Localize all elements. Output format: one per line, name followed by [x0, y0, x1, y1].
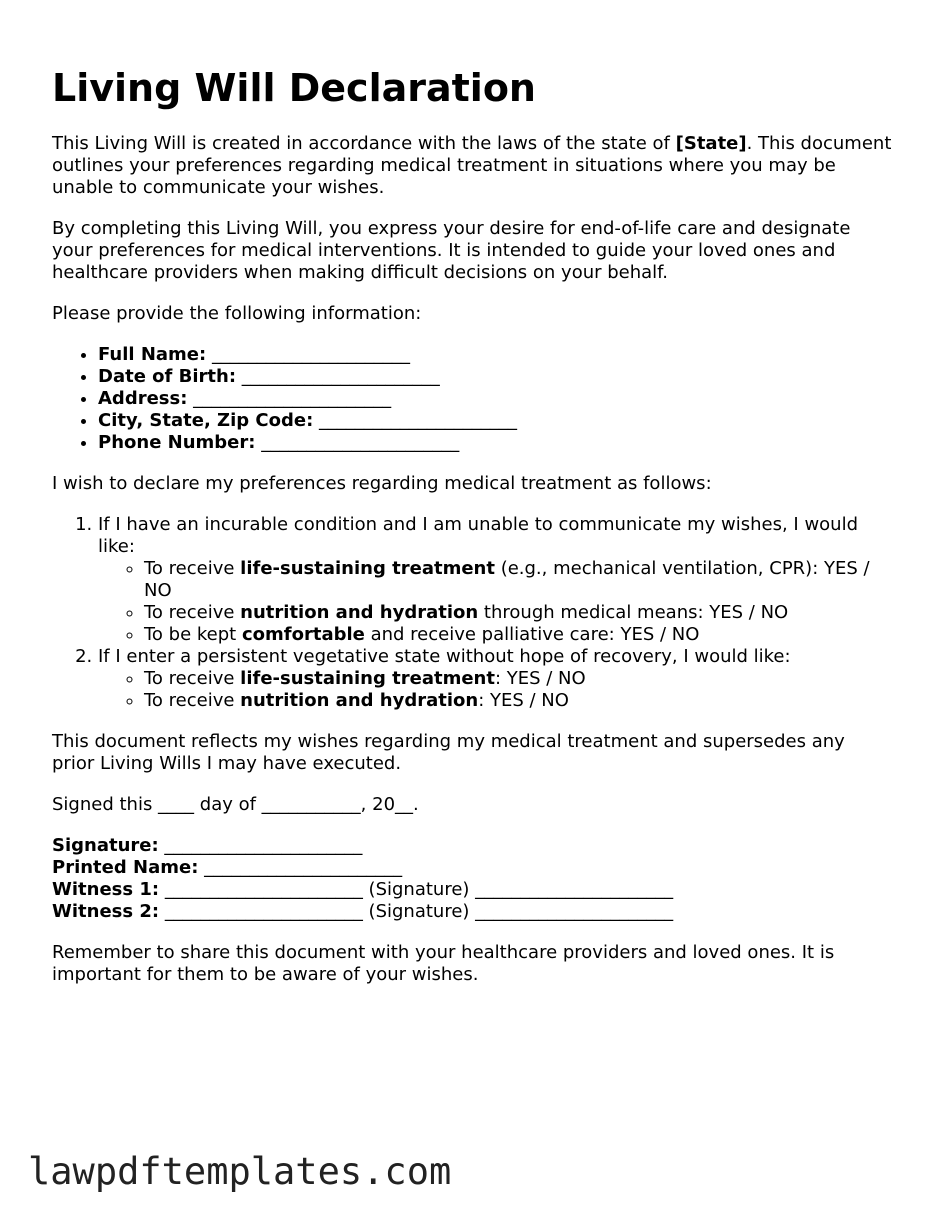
printed-name-blank: ______________________ [204, 857, 403, 878]
field-label: City, State, Zip Code: [98, 410, 314, 431]
info-field-address [98, 388, 892, 410]
option-suffix: and receive palliative care: YES / NO [364, 624, 700, 645]
signature-block [52, 835, 892, 923]
preference-list [52, 514, 892, 712]
option-prefix: To receive [144, 558, 241, 579]
reflection-paragraph: This document reflects my wishes regarding my medical treatment and supersedes any prior Living Wills I may have executed. [52, 731, 845, 774]
field-blank: ______________________ [211, 344, 410, 365]
witness-2-signature-blank: ______________________ [475, 901, 674, 922]
intro-text-end: . This document outlines your preferences regarding medical treatment in situations where you may be unable to communicate your wishes. [52, 133, 892, 198]
field-label: Address: [98, 388, 188, 409]
witness-1-signature-blank: ______________________ [475, 879, 674, 900]
option-prefix: To receive [144, 668, 241, 689]
option-suffix: : YES / NO [494, 668, 586, 689]
option-list [98, 668, 892, 712]
info-prompt: Please provide the following information: [52, 303, 422, 324]
field-blank: ______________________ [193, 388, 392, 409]
option-prefix: To be kept [144, 624, 242, 645]
witness-1-line [52, 879, 892, 901]
field-label: Full Name: [98, 344, 207, 365]
info-field-date-of-birth [98, 366, 892, 388]
witness-1-label: Witness 1: [52, 879, 160, 900]
option-item [144, 690, 892, 712]
witness-2-label: Witness 2: [52, 901, 160, 922]
option-item [144, 624, 892, 646]
option-suffix: : YES / NO [478, 690, 569, 711]
option-prefix: To receive [144, 602, 241, 623]
witness-1-signature-label: (Signature) [368, 879, 470, 900]
field-blank: ______________________ [319, 410, 518, 431]
field-blank: ______________________ [261, 432, 460, 453]
condition-text: If I have an incurable condition and I am unable to communicate my wishes, I would like: [98, 514, 859, 557]
witness-1-blank: ______________________ [164, 879, 363, 900]
option-suffix: (e.g., mechanical ventilation, CPR): YES / NO [144, 558, 870, 601]
intro-paragraph [52, 133, 892, 199]
printed-name-label: Printed Name: [52, 857, 199, 878]
option-emphasis: nutrition and hydration [240, 690, 479, 711]
declare-prompt: I wish to declare my preferences regarding medical treatment as follows: [52, 473, 712, 494]
signed-date-line: Signed this ____ day of ___________, 20__. [52, 794, 419, 815]
watermark-text: lawpdftemplates.com [28, 1150, 452, 1193]
purpose-paragraph: By completing this Living Will, you express your desire for end-of-life care and designate your preferences for medical interventions. It is intended to guide your loved ones and healthcare providers when making difficult decisions on your behalf. [52, 218, 851, 283]
document-page [52, 62, 892, 1005]
option-emphasis: comfortable [241, 624, 365, 645]
option-emphasis: nutrition and hydration [240, 602, 479, 623]
option-item [144, 602, 892, 624]
option-item [144, 558, 892, 602]
field-label: Phone Number: [98, 432, 256, 453]
option-item [144, 668, 892, 690]
intro-text-start: This Living Will is created in accordance with the laws of the state of [52, 133, 676, 154]
option-emphasis: life-sustaining treatment [240, 668, 495, 689]
condition-item [98, 514, 892, 646]
info-field-phone [98, 432, 892, 454]
witness-2-line [52, 901, 892, 923]
option-suffix: through medical means: YES / NO [478, 602, 789, 623]
option-emphasis: life-sustaining treatment [240, 558, 495, 579]
witness-2-signature-label: (Signature) [368, 901, 470, 922]
field-label: Date of Birth: [98, 366, 237, 387]
field-blank: ______________________ [241, 366, 440, 387]
option-prefix: To receive [144, 690, 241, 711]
signature-blank: ______________________ [164, 835, 363, 856]
printed-name-line [52, 857, 892, 879]
option-list [98, 558, 892, 646]
witness-2-blank: ______________________ [164, 901, 363, 922]
reminder-paragraph: Remember to share this document with your healthcare providers and loved ones. It is important for them to be aware of your wishes. [52, 942, 835, 985]
signature-line [52, 835, 892, 857]
page-title: Living Will Declaration [52, 66, 536, 110]
info-field-city-state-zip [98, 410, 892, 432]
signature-label: Signature: [52, 835, 159, 856]
info-field-full-name [98, 344, 892, 366]
condition-text: If I enter a persistent vegetative state without hope of recovery, I would like: [98, 646, 791, 667]
info-field-list [52, 344, 892, 454]
state-placeholder: [State] [675, 133, 747, 154]
condition-item [98, 646, 892, 712]
